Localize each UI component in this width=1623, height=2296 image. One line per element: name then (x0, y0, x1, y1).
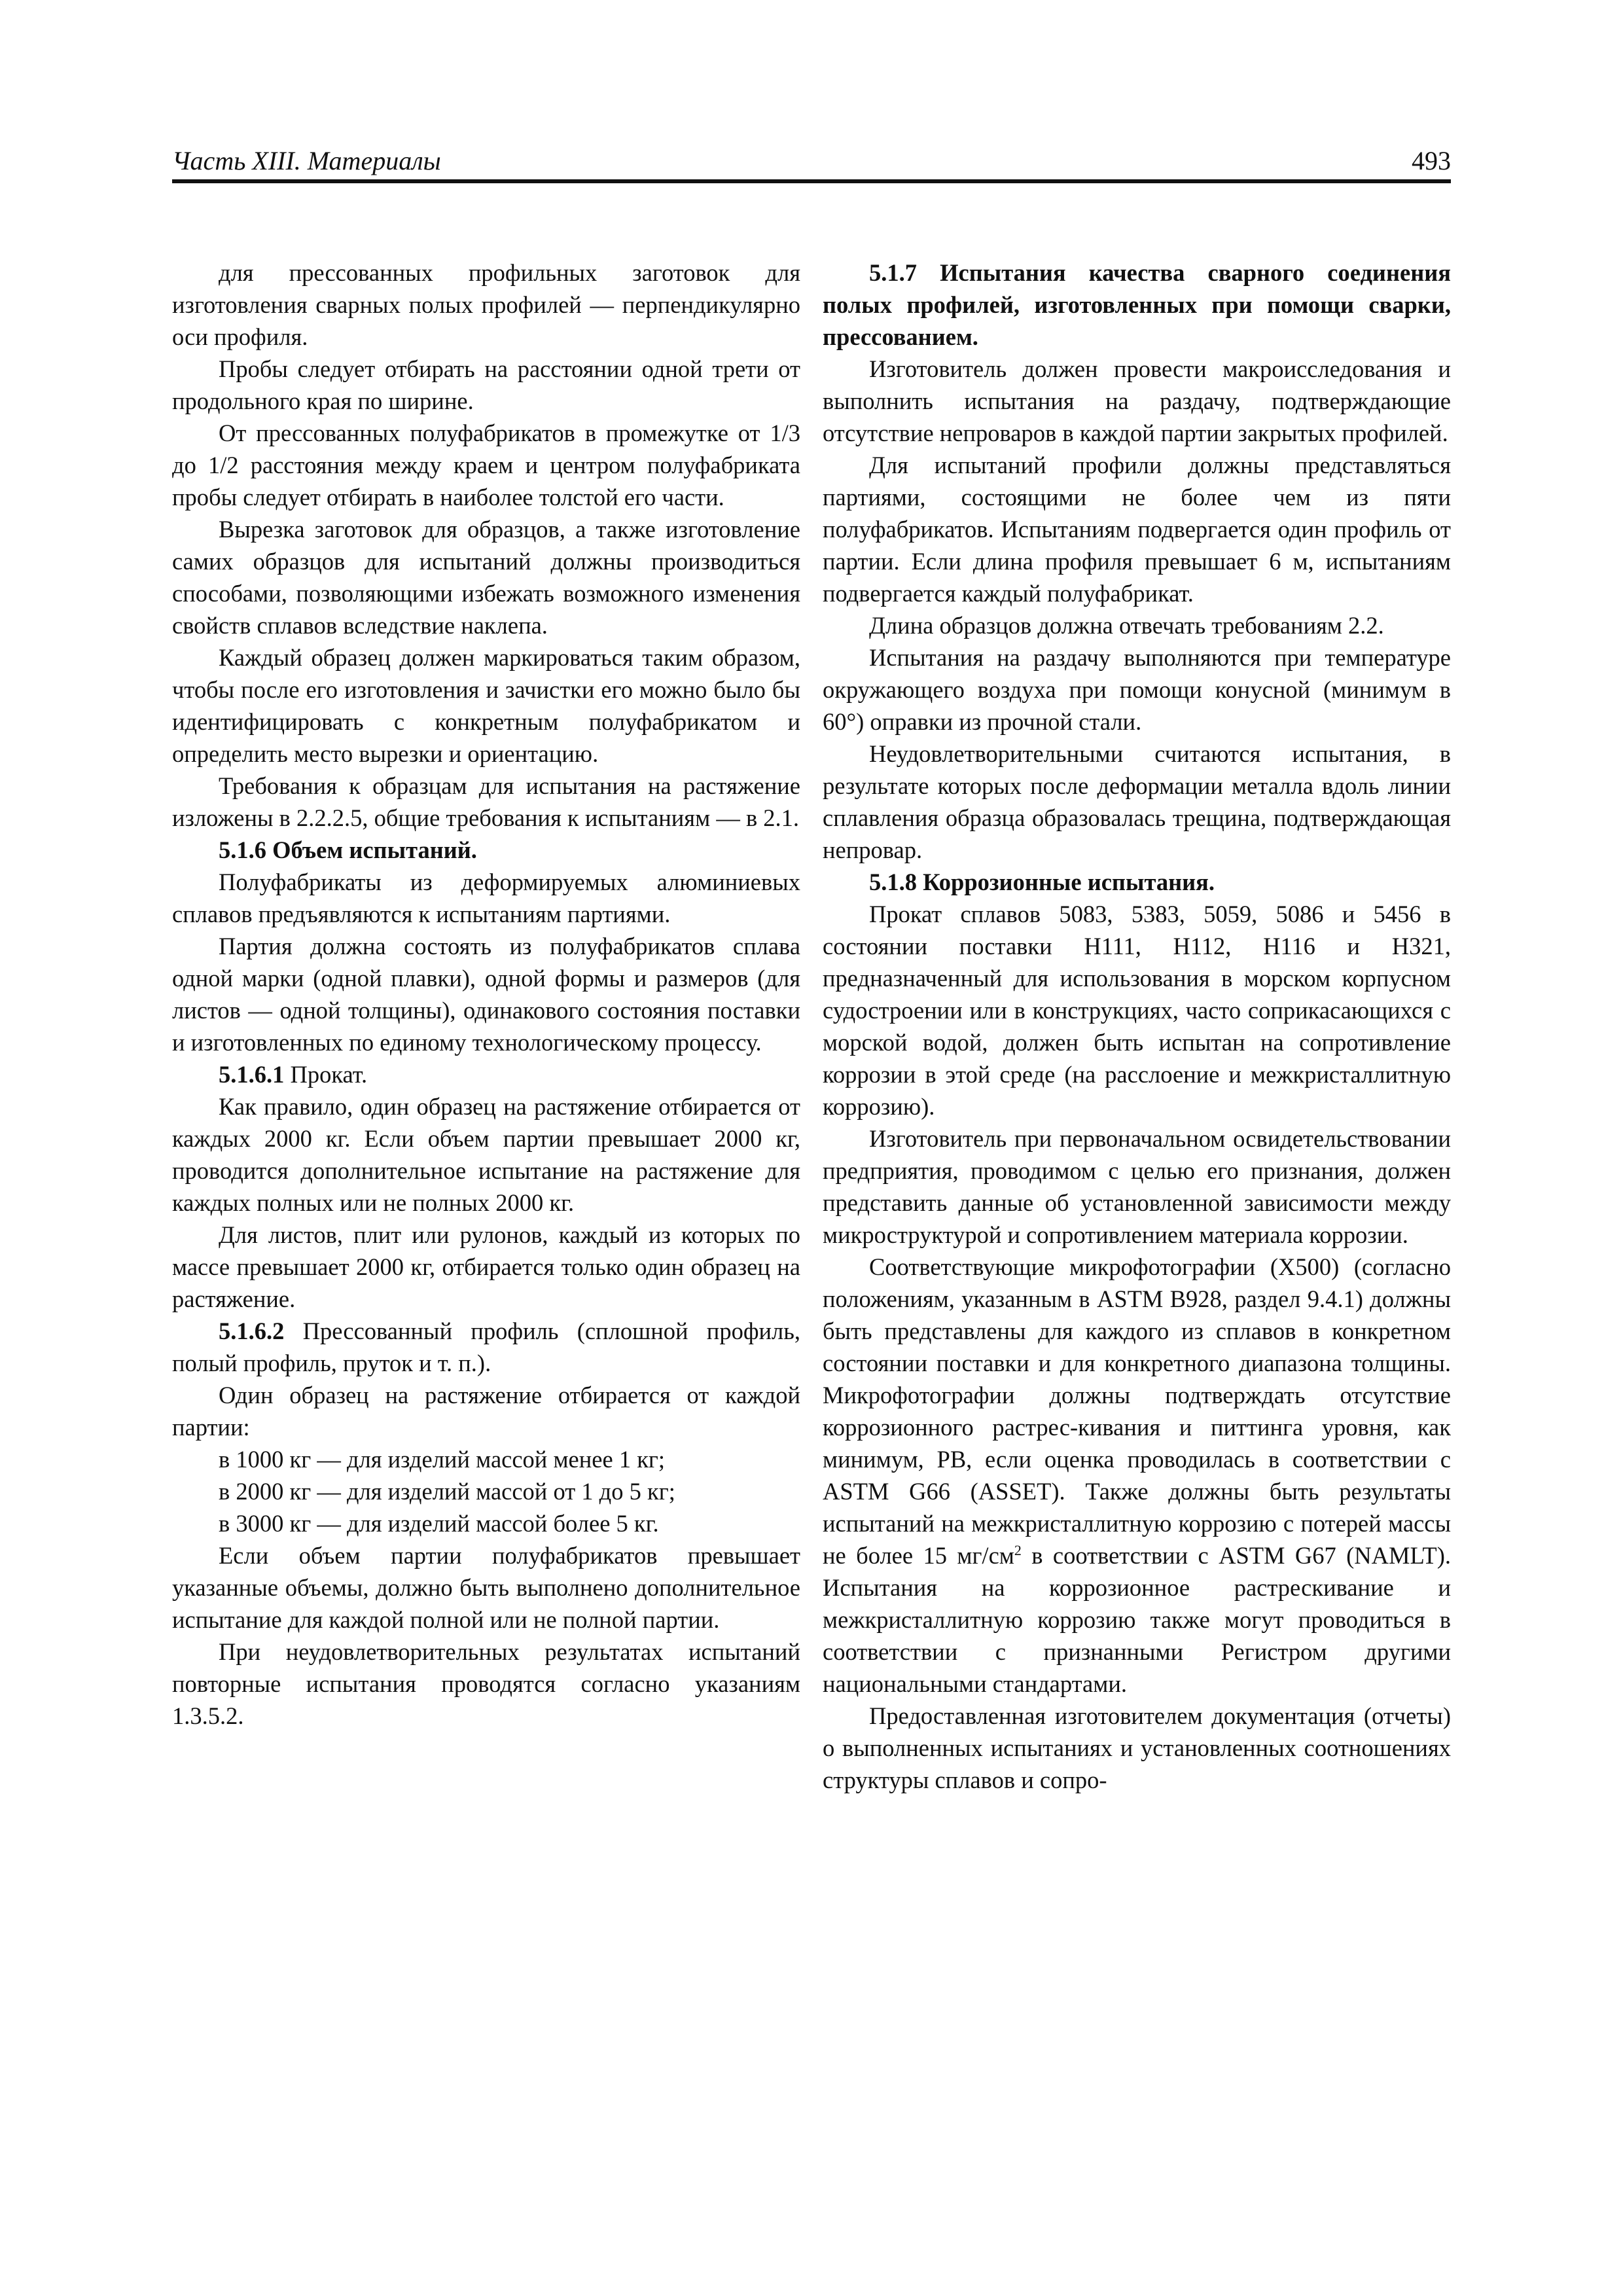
section-heading-5-1-6-1 (172, 1058, 800, 1090)
paragraph: Для испытаний профили должны представляться партиями, состоящими не более чем из пяти полуфабрикатов. Испытаниям подвергается один профиль от партии. Если длина профиля превышает 6 м, испытаниям подвергается каждый полуфабрикат. (823, 452, 1451, 607)
list-item: в 3000 кг — для изделий массой более 5 кг. (219, 1510, 659, 1537)
paragraph: Если объем партии полуфабрикатов превышает указанные объемы, должно быть выполнено дополнительное испытание для каждой полной или не полной партии. (172, 1542, 800, 1633)
header-title: Часть XIII. Материалы (172, 146, 441, 175)
paragraph: Требования к образцам для испытания на растяжение изложены в 2.2.2.5, общие требования к испытаниям — в 2.1. (172, 772, 800, 831)
paragraph-text: Соответствующие микрофотографии (X500) (согласно положениям, указанным в ASTM B928, раздел 9.4.1) должны быть представлены для каждого из сплавов в конкретном состоянии поставки и для конкретного диапазона толщины. Микрофотографии должны подтверждать отсутствие коррозионного растрес-кивания и питтинга уровня, как минимум, PB, если оценка проводилась в соответствии с ASTM G66 (ASSET). Также должны быть результаты испытаний на межкристаллитную коррозию с потерей массы не более 15 мг/см (823, 1253, 1451, 1569)
list-item: в 1000 кг — для изделий массой менее 1 кг; (219, 1446, 666, 1473)
paragraph: Для листов, плит или рулонов, каждый из которых по массе превышает 2000 кг, отбирается только один образец на растяжение. (172, 1221, 800, 1312)
paragraph: Длина образцов должна отвечать требованиям 2.2. (869, 612, 1384, 639)
left-column (172, 257, 800, 1732)
paragraph: Изготовитель должен провести макроисследования и выполнить испытания на раздачу, подтверждающие отсутствие непроваров в каждой партии закрытых профилей. (823, 355, 1451, 446)
paragraph: для прессованных профильных заготовок для изготовления сварных полых профилей — перпендикулярно оси профиля. (172, 259, 800, 350)
paragraph: Каждый образец должен маркироваться таким образом, чтобы после его изготовления и зачистки его можно было бы идентифицировать с конкретным полуфабрикатом и определить место вырезки и ориентацию. (172, 644, 800, 767)
paragraph: При неудовлетворительных результатах испытаний повторные испытания проводятся согласно указаниям 1.3.5.2. (172, 1638, 800, 1729)
right-column (823, 257, 1451, 1796)
section-title: Прессованный профиль (сплошной профиль, полый профиль, пруток и т. п.). (172, 1318, 800, 1376)
paragraph: Прокат сплавов 5083, 5383, 5059, 5086 и 5456 в состоянии поставки H111, H112, H116 и H321, предназначенный для использования в морском корпусном судостроении или в конструкциях, часто соприкасающихся с морской водой, должен быть испытан на сопротивление коррозии в этой среде (на расслоение и межкристаллитную коррозию). (823, 901, 1451, 1120)
section-number: 5.1.6 (219, 836, 266, 863)
paragraph: От прессованных полуфабрикатов в промежутке от 1/3 до 1/2 расстояния между краем и центром полуфабриката пробы следует отбирать в наиболее толстой его части. (172, 420, 800, 511)
section-title: Прокат. (284, 1061, 368, 1088)
paragraph (823, 1251, 1451, 1700)
paragraph: Партия должна состоять из полуфабрикатов сплава одной марки (одной плавки), одной формы и размеров (для листов — одной толщины), одинакового состояния поставки и изготовленных по единому технологическому процессу. (172, 933, 800, 1056)
paragraph-text: в соответствии с ASTM G67 (NAMLT). Испытания на коррозионное растрескивание и межкристаллитную коррозию также могут проводиться в соответствии с признанными Регистром другими национальными стандартами. (823, 1542, 1451, 1697)
section-heading-5-1-7: 5.1.7 Испытания качества сварного соединения полых профилей, изготовленных при помощи сварки, прессованием. (823, 259, 1451, 350)
section-heading-5-1-6-2 (172, 1315, 800, 1379)
section-heading-5-1-8: 5.1.8 Коррозионные испытания. (869, 869, 1215, 895)
paragraph: Испытания на раздачу выполняются при температуре окружающего воздуха при помощи конусной (минимум в 60°) оправки из прочной стали. (823, 644, 1451, 735)
section-number: 5.1.6.2 (219, 1318, 285, 1344)
page-number: 493 (1412, 146, 1451, 175)
paragraph: Полуфабрикаты из деформируемых алюминиевых сплавов предъявляются к испытаниям партиями. (172, 869, 800, 927)
paragraph: Как правило, один образец на растяжение отбирается от каждых 2000 кг. Если объем партии превышает 2000 кг, проводится дополнительное испытание на растяжение для каждых полных или не полных 2000 кг. (172, 1093, 800, 1216)
paragraph: Один образец на растяжение отбирается от каждой партии: (172, 1382, 800, 1441)
section-heading-5-1-6 (172, 834, 800, 866)
section-number: 5.1.6.1 (219, 1061, 285, 1088)
page-header (172, 141, 1451, 183)
paragraph: Неудовлетворительными считаются испытания, в результате которых после деформации металла вдоль линии сплавления образца образовалась трещина, подтверждающая непровар. (823, 740, 1451, 863)
paragraph: Изготовитель при первоначальном освидетельствовании предприятия, проводимом с целью его признания, должен представить данные об установленной зависимости между микроструктурой и сопротивлением материала коррозии. (823, 1125, 1451, 1248)
section-title: Объем испытаний. (272, 836, 477, 863)
paragraph: Предоставленная изготовителем документация (отчеты) о выполненных испытаниях и установленных соотношениях структуры сплавов и сопро- (823, 1702, 1451, 1793)
paragraph: Вырезка заготовок для образцов, а также изготовление самих образцов для испытаний должны производиться способами, позволяющими избежать возможного изменения свойств сплавов вследствие наклепа. (172, 516, 800, 639)
list-item: в 2000 кг — для изделий массой от 1 до 5 кг; (219, 1478, 675, 1505)
paragraph: Пробы следует отбирать на расстоянии одной трети от продольного края по ширине. (172, 355, 800, 414)
superscript: 2 (1014, 1541, 1022, 1558)
